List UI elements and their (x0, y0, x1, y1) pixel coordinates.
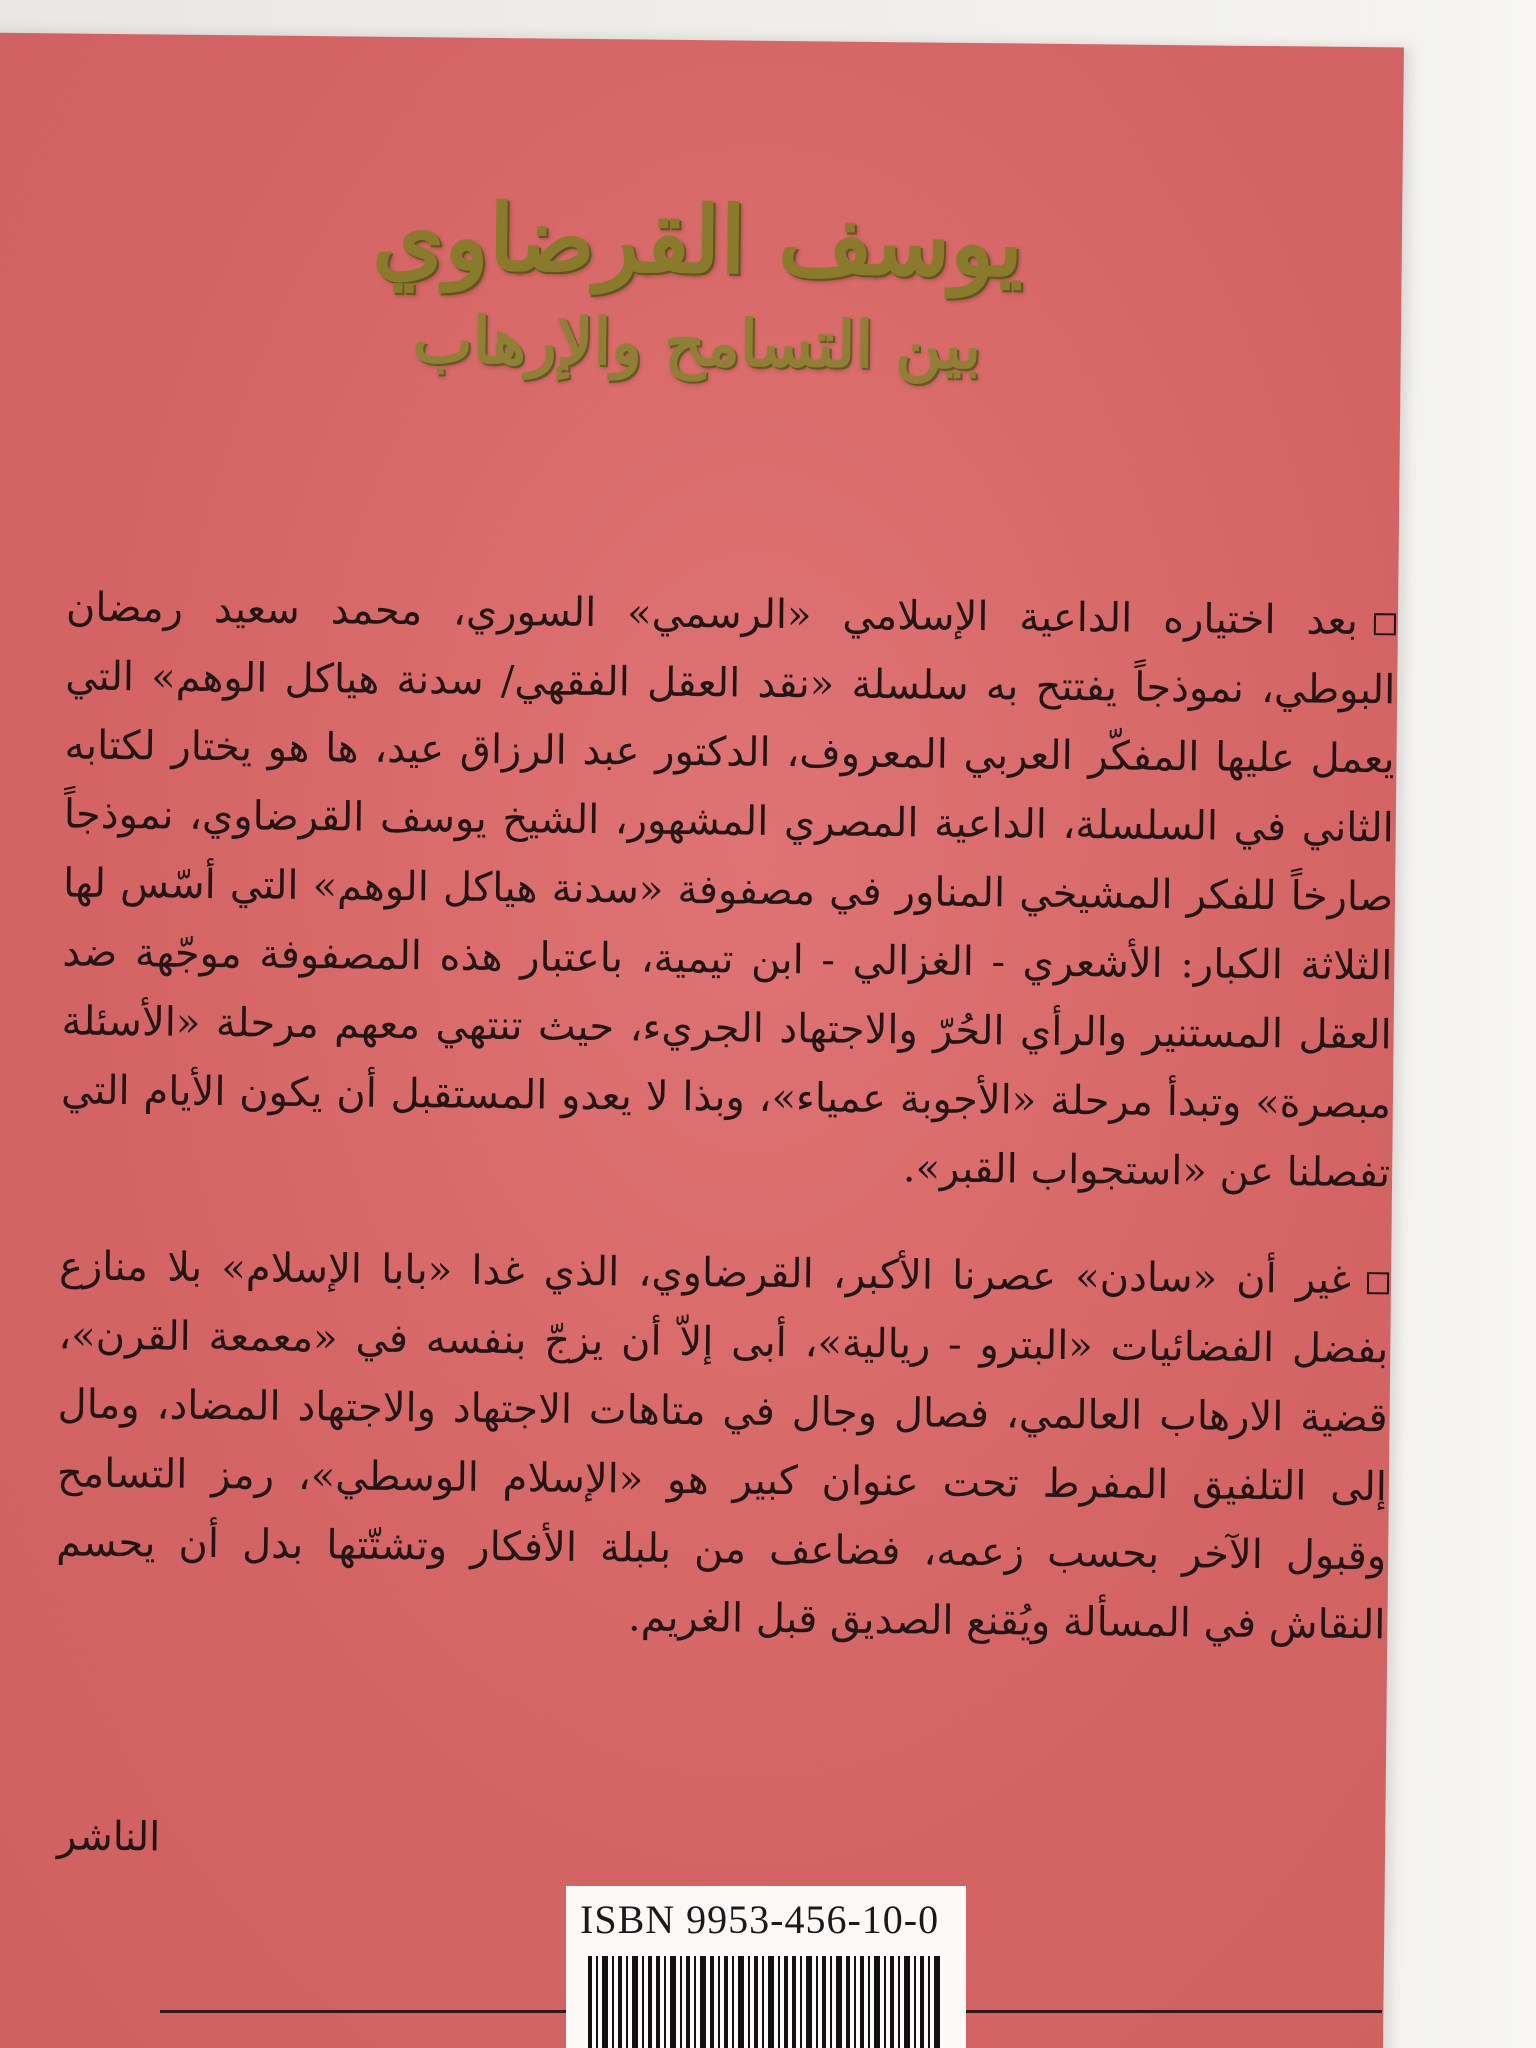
blurb-paragraph-1 (60, 573, 1396, 1208)
isbn-number: ISBN 9953-456-10-0 (580, 1897, 940, 1942)
book-subtitle: بين التسامح والإرهاب (412, 303, 982, 385)
blurb-paragraph-1-text: بعد اختياره الداعية الإسلامي «الرسمي» السوري، محمد سعيد رمضان البوطي، نموذجاً يفتتح به سلسلة «نقد العقل الفقهي/ سدنة هياكل الوهم» التي يعمل عليها المفكّر العربي المعروف، الدكتور عبد الرزاق عيد، ها هو يختار لكتابه الثاني في السلسلة، الداعية المصري المشهور، الشيخ يوسف القرضاوي، نموذجاً صارخاً للفكر المشيخي المناور في مصفوفة «سدنة هياكل الوهم» التي أسّس لها الثلاثة الكبار: الأشعري - الغزالي - ابن تيمية، باعتبار هذه المصفوفة موجّهة ضد العقل المستنير والرأي الحُرّ والاجتهاد الجريء، حيث تنتهي معهم مرحلة «الأسئلة مبصرة» وتبدأ مرحلة «الأجوبة عمياء»، وبذا لا يعدو المستقبل أن يكون الأيام التي تفصلنا عن «استجواب القبر». (60, 584, 1396, 1197)
title-block (336, 182, 1058, 385)
square-bullet-icon (1367, 1272, 1389, 1294)
publisher-signature: الناشر (56, 1813, 161, 1861)
barcode-icon (588, 1956, 944, 2048)
bottom-rule-right (962, 2010, 1382, 2013)
book-back-cover (0, 33, 1404, 2048)
book-title: يوسف القرضاوي (371, 182, 1024, 298)
blurb-paragraph-2 (55, 1232, 1389, 1660)
blurb-paragraph-2-text: غير أن «سادن» عصرنا الأكبر، القرضاوي، الذي غدا «بابا الإسلام» بلا منازع بفضل الفضائيات «البترو - ريالية»، أبى إلاّ أن يزجّ بنفسه في «معمعة القرن»، قضية الارهاب العالمي، فصال وجال في متاهات الاجتهاد والاجتهاد المضاد، ومال إلى التلفيق المفرط تحت عنوان كبير هو «الإسلام الوسطي»، رمز التسامح وقبول الآخر بحسب زعمه، فضاعف من بلبلة الأفكار وتشتّتها بدل أن يحسم النقاش في المسألة ويُقنع الصديق قبل الغريم. (55, 1243, 1389, 1649)
blurb-text (55, 573, 1397, 1698)
bottom-rule-left (160, 2010, 570, 2013)
isbn-label (566, 1886, 966, 2048)
square-bullet-icon (1374, 613, 1396, 635)
